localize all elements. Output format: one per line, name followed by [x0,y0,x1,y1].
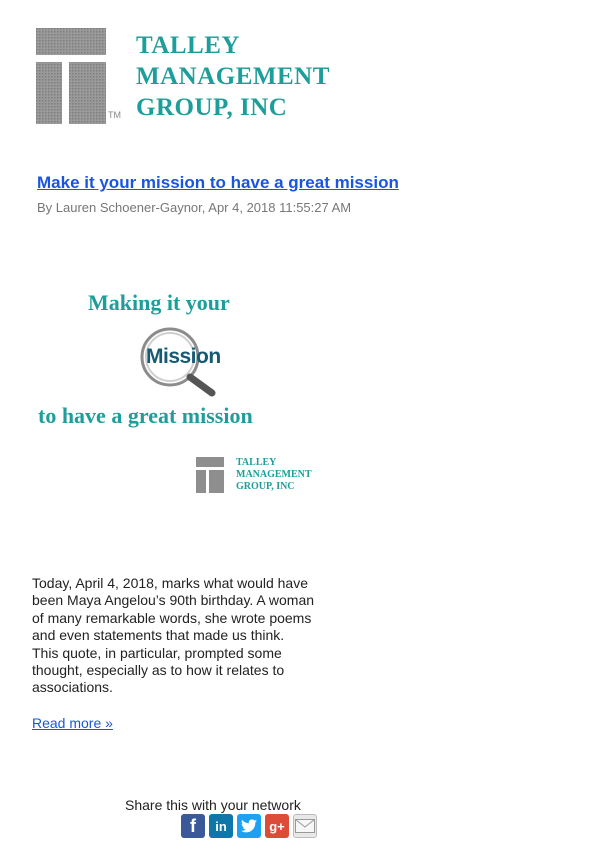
logo-line-3: GROUP, INC [136,94,288,121]
post-byline: By Lauren Schoener-Gaynor, Apr 4, 2018 11:55:27 AM [37,200,352,215]
linkedin-icon[interactable]: in [209,814,233,838]
twitter-icon[interactable] [237,814,261,838]
logo-line-2: MANAGEMENT [136,63,330,90]
promo-image [30,285,330,505]
mini-logo-line-1: TALLEY [236,457,277,468]
logo-wordmark [136,30,330,123]
share-icons [181,814,317,838]
promo-line-1: Making it your [88,290,230,315]
company-logo [36,28,366,128]
promo-mini-logo [196,457,326,497]
promo-line-2: to have a great mission [38,403,253,428]
mini-logo-wordmark [236,457,312,493]
read-more-link[interactable]: Read more » [32,715,113,731]
logo-line-1: TALLEY [136,32,240,59]
google-plus-icon[interactable]: g+ [265,814,289,838]
mini-logo-line-3: GROUP, INC [236,481,295,492]
post-excerpt: Today, April 4, 2018, marks what would have been Maya Angelou’s 90th birthday. A woman of many remarkable words, she wrote poems and even statements that made us think. This quote, in particular, prompted some thought, especially as to how it relates to associations. [32,575,315,696]
post-title-link[interactable]: Make it your mission to have a great mission [37,173,399,192]
mission-word: Mission [146,345,221,368]
trademark-label: TM [108,110,121,120]
mini-logo-line-2: MANAGEMENT [236,469,312,480]
share-label: Share this with your network [125,797,301,813]
mini-logo-mark-icon [196,457,230,493]
facebook-icon[interactable]: f [181,814,205,838]
email-icon[interactable] [293,814,317,838]
magnifier-mission [138,327,258,399]
